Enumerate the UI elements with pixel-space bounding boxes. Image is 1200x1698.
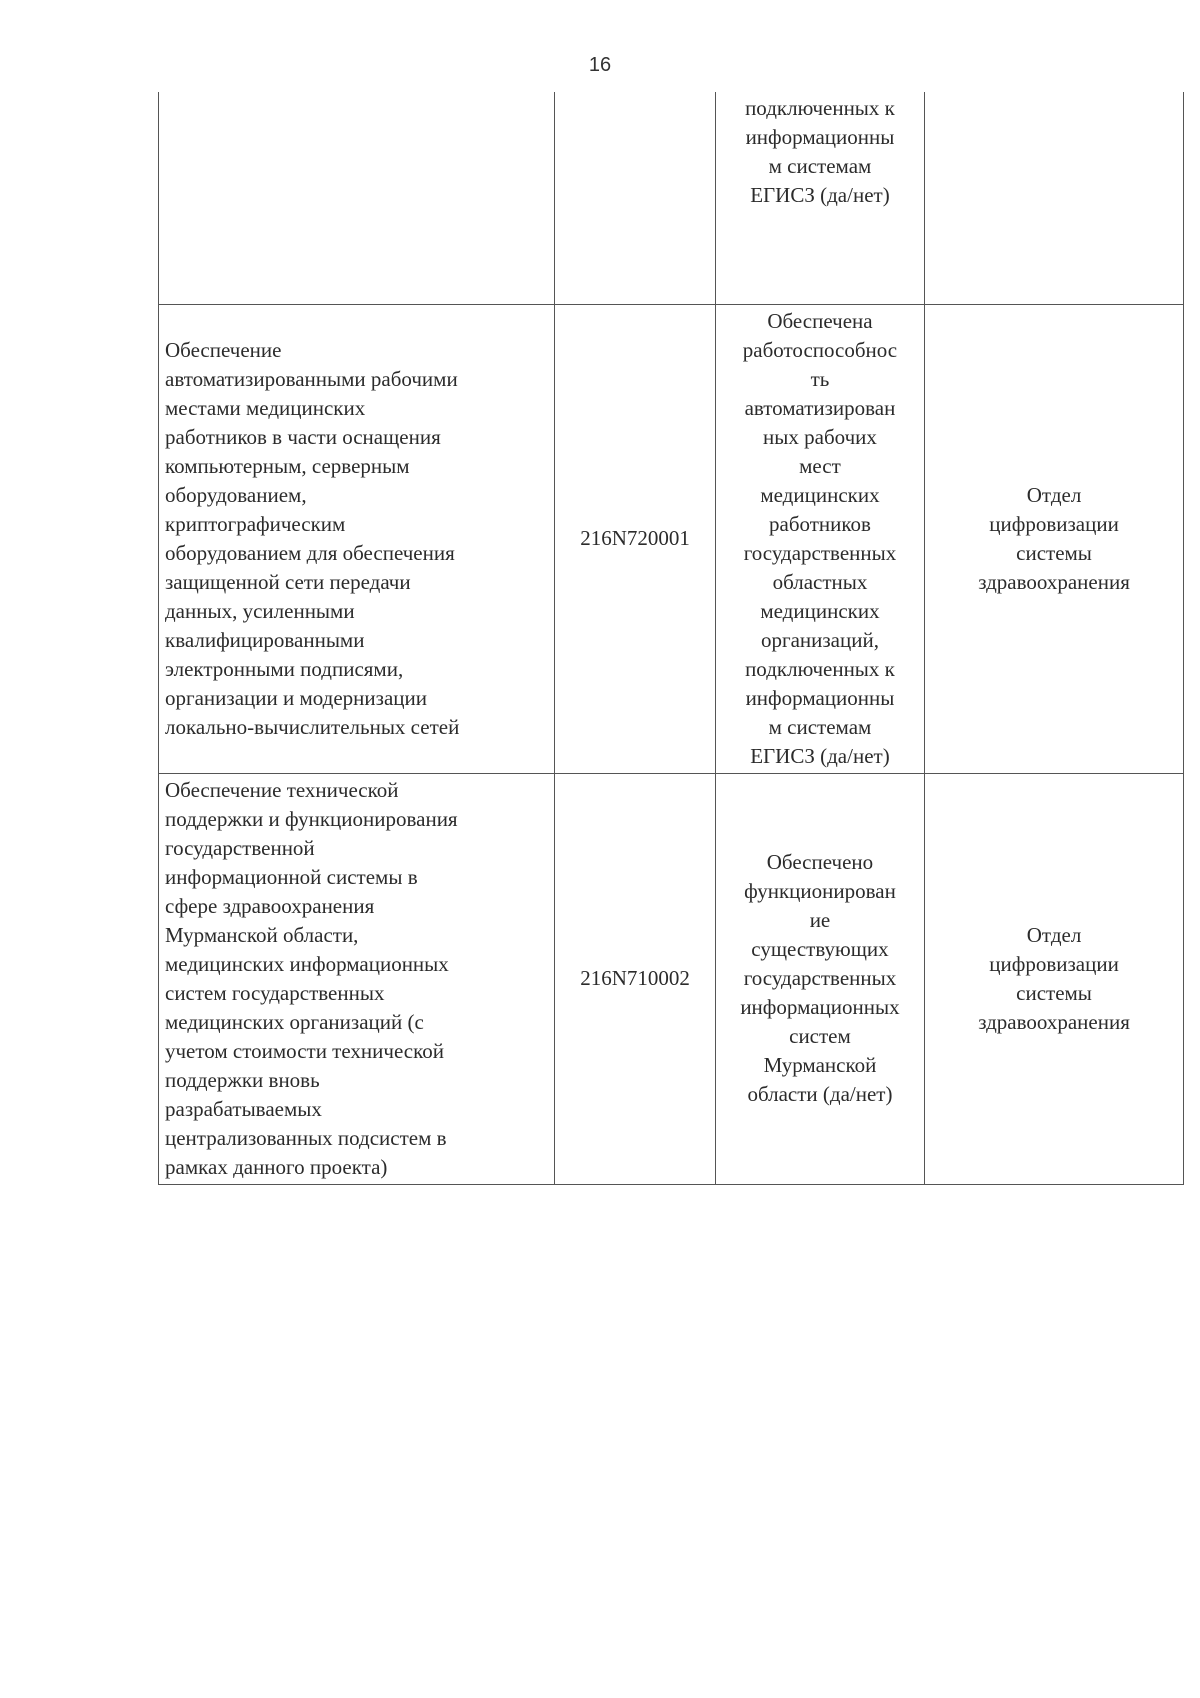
result-line: работников bbox=[769, 511, 871, 536]
responsible-cell bbox=[925, 92, 1184, 304]
activity-name-line: медицинских информационных bbox=[165, 951, 449, 976]
result-cell bbox=[715, 92, 924, 304]
activity-name-line: централизованных подсистем в bbox=[165, 1125, 447, 1150]
page-number: 16 bbox=[588, 54, 612, 76]
activity-name-cell bbox=[159, 773, 555, 1184]
result-line: подключенных к bbox=[745, 96, 895, 120]
activity-name-line: криптографическим bbox=[165, 511, 346, 536]
activity-name-line: государственной bbox=[165, 835, 315, 860]
result-line: области (да/нет) bbox=[747, 1082, 893, 1106]
result-line: медицинских bbox=[760, 482, 880, 507]
result-line: ЕГИСЗ (да/нет) bbox=[750, 743, 890, 768]
result-line: существующих bbox=[751, 937, 889, 961]
activity-name-line: квалифицированными bbox=[165, 627, 365, 652]
activity-name-cell bbox=[159, 92, 555, 304]
activity-name-line: систем государственных bbox=[165, 980, 385, 1005]
activity-name-line: поддержки и функционирования bbox=[165, 806, 458, 831]
responsible-line: здравоохранения bbox=[978, 1009, 1130, 1034]
result-line: организаций, bbox=[760, 627, 879, 652]
result-line: Мурманской bbox=[763, 1053, 877, 1077]
activity-code-cell: 216N710002 bbox=[555, 773, 716, 1184]
result-line: Обеспечено bbox=[766, 850, 874, 874]
responsible-cell bbox=[925, 773, 1184, 1184]
activity-code-cell: 216N720001 bbox=[555, 304, 716, 773]
activity-name-line: поддержки вновь bbox=[165, 1067, 320, 1092]
result-line: государственных bbox=[743, 966, 897, 990]
table-row bbox=[159, 92, 1184, 304]
activity-name-line: автоматизированными рабочими bbox=[165, 366, 458, 391]
activity-name-line: защищенной сети передачи bbox=[165, 569, 411, 594]
table-row bbox=[159, 773, 1184, 1184]
activity-name-line: информационной системы в bbox=[165, 864, 418, 889]
responsible-line: системы bbox=[1016, 540, 1092, 565]
activity-name-line: Мурманской области, bbox=[165, 922, 359, 947]
table-row bbox=[159, 304, 1184, 773]
result-line: информационны bbox=[745, 125, 895, 149]
result-cell bbox=[715, 773, 924, 1184]
responsible-line: системы bbox=[1016, 980, 1092, 1005]
result-line: систем bbox=[789, 1024, 851, 1048]
activity-name-line: организации и модернизации bbox=[165, 685, 427, 710]
activity-name-line: местами медицинских bbox=[165, 395, 366, 420]
result-line: автоматизирован bbox=[744, 395, 896, 420]
activity-name-line: локально-вычислительных сетей bbox=[165, 714, 460, 739]
result-line: м системам bbox=[768, 154, 872, 178]
activity-name-line: разрабатываемых bbox=[165, 1096, 322, 1121]
result-line: Обеспечена bbox=[767, 308, 873, 333]
result-line: областных bbox=[772, 569, 868, 594]
result-line: функционирован bbox=[744, 879, 896, 903]
responsible-line: Отдел bbox=[1026, 922, 1082, 947]
activity-name-line: Обеспечение технической bbox=[165, 777, 399, 802]
responsible-line: Отдел bbox=[1026, 482, 1082, 507]
result-line: ЕГИСЗ (да/нет) bbox=[750, 183, 890, 207]
responsible-cell bbox=[925, 304, 1184, 773]
activity-name-line: медицинских организаций (с bbox=[165, 1009, 424, 1034]
result-line: мест bbox=[799, 453, 841, 478]
activity-name-line: рамках данного проекта) bbox=[165, 1154, 388, 1179]
result-line: ных рабочих bbox=[763, 424, 877, 449]
result-cell bbox=[715, 304, 924, 773]
result-line: м системам bbox=[768, 714, 872, 739]
activity-code-cell bbox=[555, 92, 716, 304]
responsible-line: цифровизации bbox=[989, 951, 1119, 976]
activity-name-line: учетом стоимости технической bbox=[165, 1038, 444, 1063]
activity-name-line: данных, усиленными bbox=[165, 598, 355, 623]
result-line: ть bbox=[810, 366, 830, 391]
result-line: ие bbox=[809, 908, 831, 932]
activity-name-cell bbox=[159, 304, 555, 773]
activity-name-line: Обеспечение bbox=[165, 337, 282, 362]
activity-name-line: компьютерным, серверным bbox=[165, 453, 410, 478]
activity-name-line: оборудованием для обеспечения bbox=[165, 540, 455, 565]
result-line: подключенных к bbox=[745, 656, 895, 681]
result-line: государственных bbox=[743, 540, 897, 565]
responsible-line: цифровизации bbox=[989, 511, 1119, 536]
activity-name-line: работников в части оснащения bbox=[165, 424, 441, 449]
result-line: работоспособнос bbox=[742, 337, 898, 362]
activity-name-line: сфере здравоохранения bbox=[165, 893, 375, 918]
activity-name-line: электронными подписями, bbox=[165, 656, 404, 681]
activities-table bbox=[158, 92, 1184, 1185]
result-line: информационных bbox=[740, 995, 900, 1019]
result-line: медицинских bbox=[760, 598, 880, 623]
activity-name-line: оборудованием, bbox=[165, 482, 307, 507]
result-line: информационны bbox=[745, 685, 895, 710]
responsible-line: здравоохранения bbox=[978, 569, 1130, 594]
